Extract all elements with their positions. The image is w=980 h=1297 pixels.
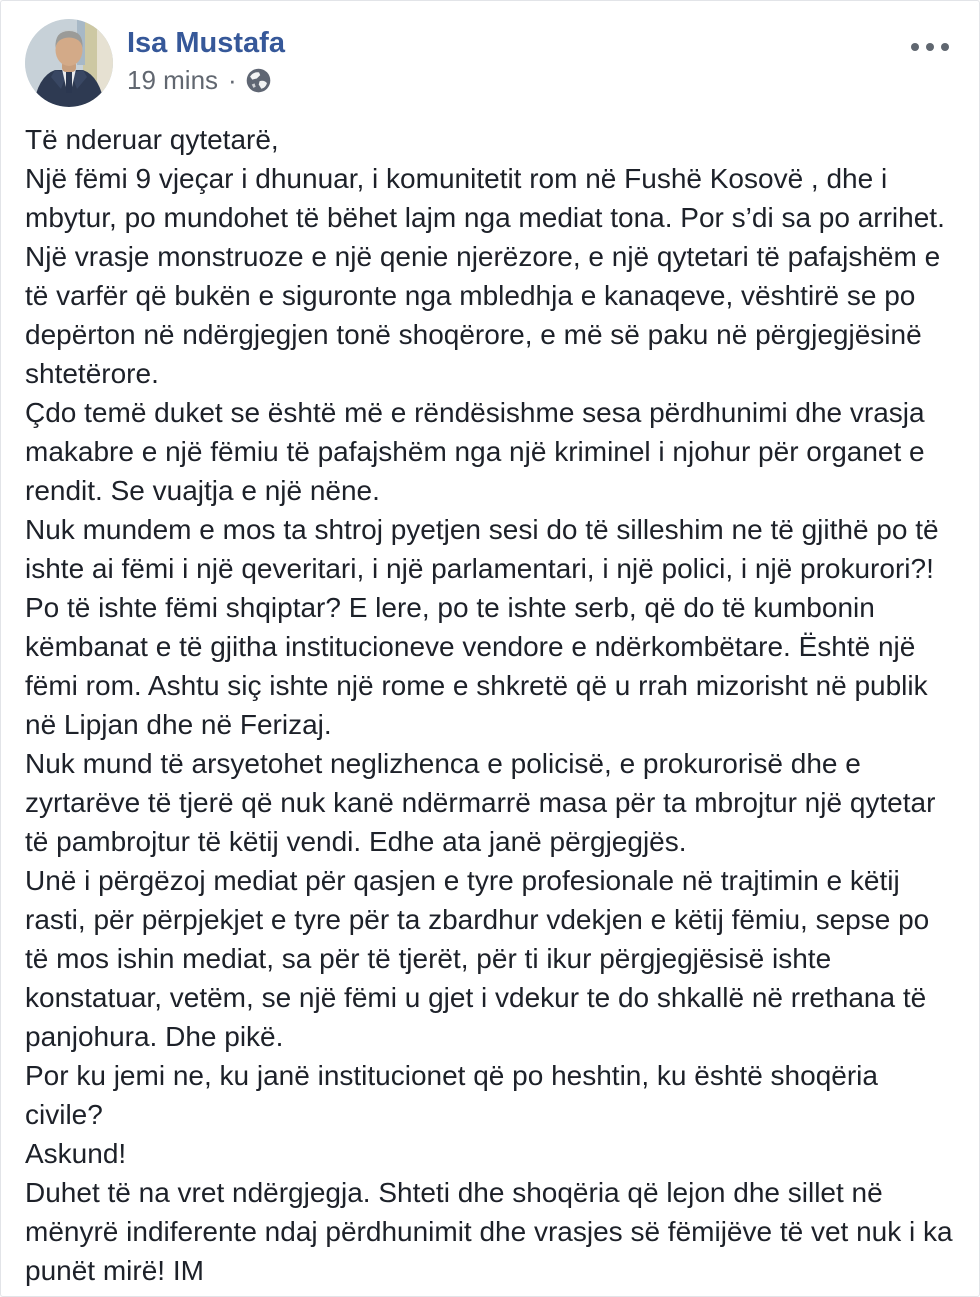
post-paragraph: Një fëmi 9 vjeçar i dhunuar, i komunitetit rom në Fushë Kosovë , dhe i mbytur, po mundohet të bëhet lajm nga mediat tona. Por s’di sa po arrihet. Një vrasje monstruoze e një qenie njerëzore, e një qytetari të pafajshëm e të varfër që bukën e siguronte nga mbledhja e kanaqeve, vështirë se po depërton në ndërgjegjen tonë shoqërore, e më së paku në përgjegjësinë shtetërore. (25, 163, 953, 389)
post-header (25, 19, 955, 107)
author-name-link[interactable]: Isa Mustafa (127, 27, 285, 59)
avatar[interactable] (25, 19, 113, 107)
post-paragraph: Askund! (25, 1138, 127, 1169)
post-text (25, 120, 961, 1290)
post-paragraph: Nuk mund të arsyetohet neglizhenca e policisë, e prokurorisë dhe e zyrtarëve të tjerë që nuk kanë ndërmarrë masa për ta mbrojtur një qytetar të pambrojtur të këtij vendi. Edhe ata janë përgjegjës. (25, 748, 944, 857)
post-paragraph: Por ku jemi ne, ku janë institucionet që po heshtin, ku është shoqëria civile? (25, 1060, 886, 1130)
post-paragraph: Çdo temë duket se është më e rëndësishme sesa përdhunimi dhe vrasja makabre e një fëmiu të pafajshëm nga një kriminel i njohur për organet e rendit. Se vuajtja e një nëne. (25, 397, 933, 506)
ellipsis-icon (911, 43, 949, 51)
timestamp[interactable]: 19 mins (127, 65, 219, 96)
globe-public-icon (245, 67, 272, 94)
avatar-photo-icon (25, 19, 113, 107)
post-paragraph: Të nderuar qytetarë, (25, 124, 279, 155)
post-paragraph: Duhet të na vret ndërgjegja. Shteti dhe shoqëria që lejon dhe sillet në mënyrë indiferente ndaj përdhunimit dhe vrasjes së fëmijëve të vet nuk i ka punët mirë! IM (25, 1177, 961, 1286)
post-header-text (127, 19, 285, 95)
post-meta (127, 65, 285, 95)
post-paragraph: Nuk mundem e mos ta shtroj pyetjen sesi do të silleshim ne të gjithë po të ishte ai fëmi i një qeveritari, i një parlamentari, i një polici, i një prokurori?! Po të ishte fëmi shqiptar? E lere, po te ishte serb, që do të kumbonin këmbanat e të gjitha institucioneve vendore e ndërkombëtare. Është një fëmi rom. Ashtu siç ishte një rome e shkretë që u rrah mizorisht në publik në Lipjan dhe në Ferizaj. (25, 514, 947, 740)
post-options-button[interactable] (905, 33, 955, 61)
post-paragraph: Unë i përgëzoj mediat për qasjen e tyre profesionale në trajtimin e këtij rasti, për përpjekjet e tyre për ta zbardhur vdekjen e këtij fëmiu, sepse po të mos ishin mediat, sa për të tjerët, për ti ikur përgjegjësisë ishte konstatuar, vetëm, se një fëmi u gjet i vdekur te do shkallë në rrethana të panjohura. Dhe pikë. (25, 865, 938, 1052)
meta-separator: · (228, 65, 237, 96)
